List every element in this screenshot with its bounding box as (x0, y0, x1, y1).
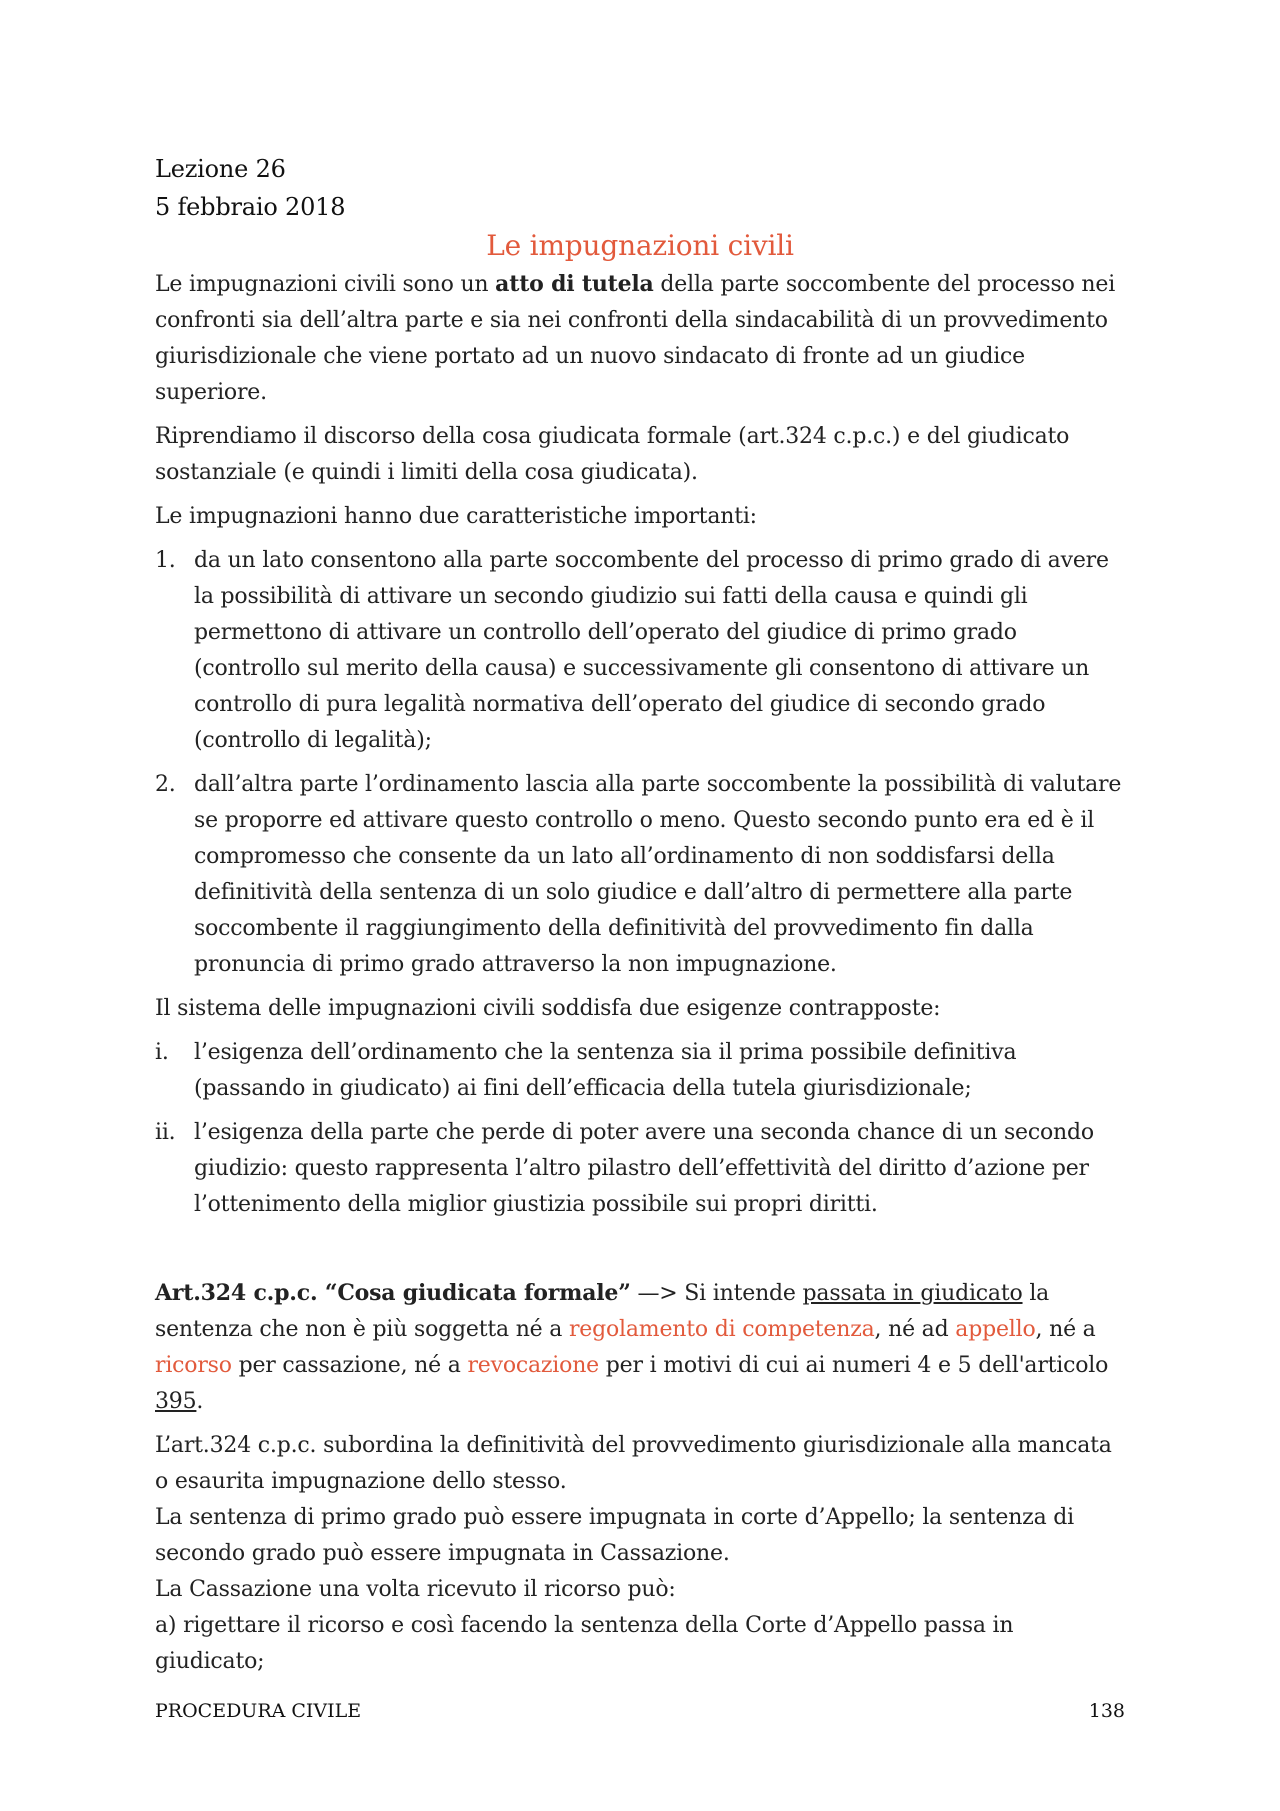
intro-bold-term: atto di tutela (495, 271, 654, 297)
list-item (155, 767, 1125, 983)
regolamento-term: regolamento di competenza (568, 1317, 875, 1342)
ricorso-term: ricorso (155, 1353, 232, 1378)
caratteristiche-paragraph: Le impugnazioni hanno due caratteristiche importanti: (155, 504, 757, 529)
list-item-text: da un lato consentono alla parte soccombente del processo di primo grado di avere la possibilità di attivare un secondo giudizio sui fatti della causa e quindi gli permettono di attivare un controllo dell’operato del giudice di primo grado (controllo sul merito della causa) e successivamente gli consentono di attivare un controllo di pura legalità normativa dell’operato del giudice di secondo grado (controllo di legalità); (194, 548, 1109, 753)
article-arrow-text: —> Si intende (630, 1281, 803, 1306)
list-item-text: l’esigenza della parte che perde di poter avere una seconda chance di un secondo giudizio: questo rappresenta l’altro pilastro dell’effettività del diritto d’azione per l’ottenimento della miglior giustizia possibile sui propri diritti. (194, 1120, 1094, 1217)
article-text: . (196, 1389, 204, 1414)
list-item-number: 2. (155, 772, 176, 797)
esigenze-list (155, 1035, 1125, 1223)
list-item (155, 1035, 1125, 1107)
intro-paragraph (155, 266, 1125, 411)
subordina-paragraph: L’art.324 c.p.c. subordina la definitività del provvedimento giurisdizionale alla mancata o esaurita impugnazione dello stesso. (155, 1433, 1112, 1494)
intro-text-end: della parte soccombente del processo nei confronti sia dell’altra parte e sia nei confronti della sindacabilità di un provvedimento giurisdizionale che viene portato ad un nuovo sindacato di fronte ad un giudice superiore. (155, 272, 1116, 405)
list-item-number: i. (155, 1040, 169, 1065)
article-heading: Art.324 c.p.c. “Cosa giudicata formale” (155, 1280, 631, 1306)
primo-grado-paragraph: La sentenza di primo grado può essere impugnata in corte d’Appello; la sentenza di secondo grado può essere impugnata in Cassazione. (155, 1505, 1074, 1566)
list-item-text: dall’altra parte l’ordinamento lascia alla parte soccombente la possibilità di valutare se proporre ed attivare questo controllo o meno. Questo secondo punto era ed è il compromesso che consente da un lato all’ordinamento di non soddisfarsi della definitività della sentenza di un solo giudice e dall’altro di permettere alla parte soccombente il raggiungimento della definitività del provvedimento fin dalla pronuncia di primo grado attraverso la non impugnazione. (194, 772, 1122, 977)
appello-term: appello (955, 1317, 1036, 1342)
list-item-text: l’esigenza dell’ordinamento che la sentenza sia il prima possibile definitiva (passando in giudicato) ai fini dell’efficacia della tutela giurisdizionale; (194, 1040, 1017, 1101)
article-395-link[interactable]: 395 (155, 1389, 197, 1414)
article-text: la sentenza che non è più soggetta né a (155, 1281, 1050, 1342)
lesson-date: 5 febbraio 2018 (155, 193, 346, 221)
article-text: per cassazione, né a (231, 1353, 468, 1378)
article-text: per i motivi di cui ai numeri 4 e 5 dell'articolo (598, 1353, 1109, 1378)
intro-text-start: Le impugnazioni civili sono un (155, 272, 496, 297)
revocazione-term: revocazione (467, 1353, 599, 1378)
cassazione-paragraph: La Cassazione una volta ricevuto il ricorso può: (155, 1577, 676, 1602)
article-paragraph (155, 1275, 1125, 1420)
list-item-number: 1. (155, 548, 176, 573)
caratteristiche-list (155, 543, 1125, 983)
page-content (155, 150, 1125, 1680)
section-title: Le impugnazioni civili (486, 229, 794, 262)
riprendiamo-paragraph: Riprendiamo il discorso della cosa giudicata formale (art.324 c.p.c.) e del giudicato sostanziale (e quindi i limiti della cosa giudicata). (155, 424, 1070, 485)
list-item (155, 543, 1125, 759)
sistema-paragraph: Il sistema delle impugnazioni civili soddisfa due esigenze contrapposte: (155, 996, 941, 1021)
page-number: 138 (1088, 1700, 1125, 1722)
option-a-paragraph: a) rigettare il ricorso e così facendo la sentenza della Corte d’Appello passa in giudicato; (155, 1613, 1014, 1674)
section-spacer (155, 1231, 1125, 1275)
article-text: , né a (1035, 1317, 1096, 1342)
article-text: , né ad (874, 1317, 956, 1342)
list-item-number: ii. (155, 1120, 176, 1145)
passata-in-giudicato-link[interactable]: passata in giudicato (802, 1281, 1023, 1306)
lesson-number: Lezione 26 (155, 155, 286, 183)
list-item (155, 1115, 1125, 1223)
footer-course-title: PROCEDURA CIVILE (155, 1700, 362, 1722)
